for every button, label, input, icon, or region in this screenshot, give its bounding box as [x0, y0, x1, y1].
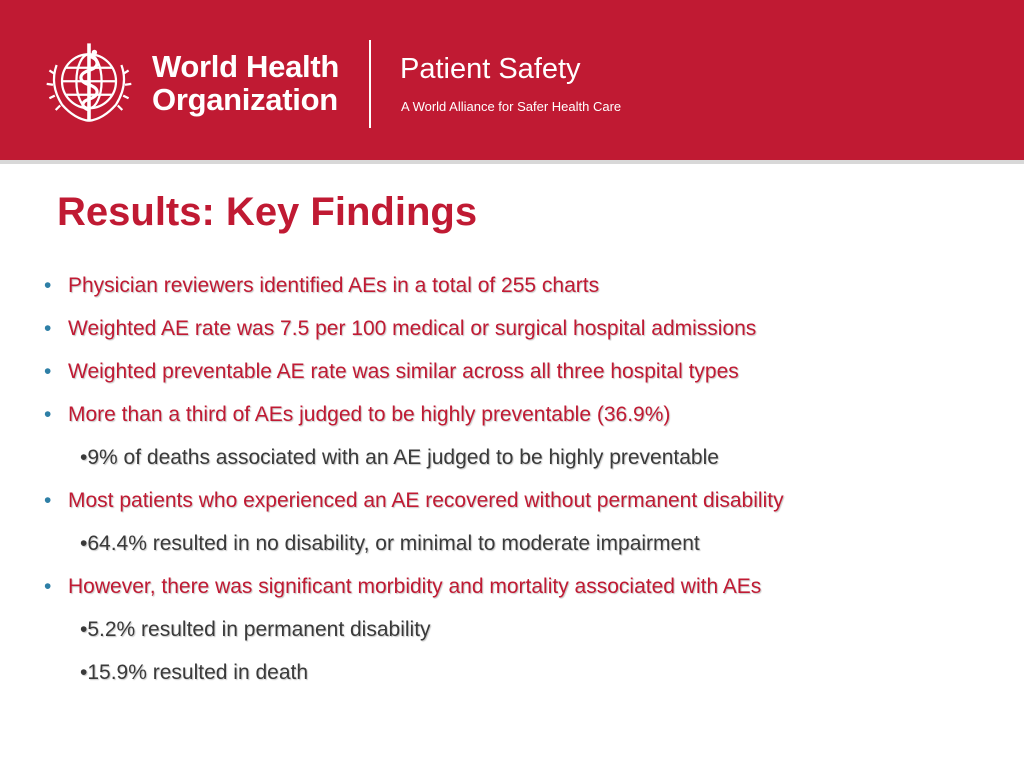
bullet-item	[0, 481, 1024, 524]
bullet-item	[0, 309, 1024, 352]
bullet-dot-icon: •	[44, 317, 52, 340]
sub-bullet-text: •5.2% resulted in permanent disability	[80, 618, 431, 641]
bullet-dot-icon: •	[44, 489, 52, 512]
program-title: Patient Safety	[400, 53, 581, 85]
who-name-line1: World Health	[152, 49, 340, 84]
sub-bullet-text: •64.4% resulted in no disability, or minimal to moderate impairment	[80, 532, 700, 555]
sub-bullet-item	[0, 610, 1024, 653]
slide-title: Results: Key Findings	[57, 190, 478, 234]
bullet-item	[0, 395, 1024, 438]
bullet-dot-icon: •	[44, 575, 52, 598]
sub-bullet-text: •9% of deaths associated with an AE judged to be highly preventable	[80, 446, 719, 469]
bullet-item	[0, 352, 1024, 395]
bullet-text: However, there was significant morbidity and mortality associated with AEs	[68, 575, 762, 598]
bullet-dot-icon: •	[44, 360, 52, 383]
sub-bullet-text: •15.9% resulted in death	[80, 661, 309, 684]
bullet-list	[0, 266, 1024, 696]
bullet-text: Weighted AE rate was 7.5 per 100 medical or surgical hospital admissions	[68, 317, 757, 340]
bullet-dot-icon: •	[44, 274, 52, 297]
bullet-item	[0, 266, 1024, 309]
header-banner	[0, 0, 1024, 160]
bullet-text: Most patients who experienced an AE recovered without permanent disability	[68, 489, 784, 512]
sub-bullet-item	[0, 653, 1024, 696]
bullet-text: Physician reviewers identified AEs in a total of 255 charts	[68, 274, 600, 297]
who-name-line2: Organization	[152, 82, 338, 117]
banner-rule	[0, 160, 1024, 164]
header-divider	[369, 40, 371, 128]
sub-bullet-item	[0, 438, 1024, 481]
who-emblem-icon	[44, 38, 134, 128]
bullet-dot-icon: •	[44, 403, 52, 426]
bullet-text: More than a third of AEs judged to be highly preventable (36.9%)	[68, 403, 671, 426]
sub-bullet-item	[0, 524, 1024, 567]
bullet-text: Weighted preventable AE rate was similar across all three hospital types	[68, 360, 739, 383]
who-wordmark	[152, 50, 339, 116]
bullet-item	[0, 567, 1024, 610]
program-subtitle: A World Alliance for Safer Health Care	[401, 99, 622, 114]
